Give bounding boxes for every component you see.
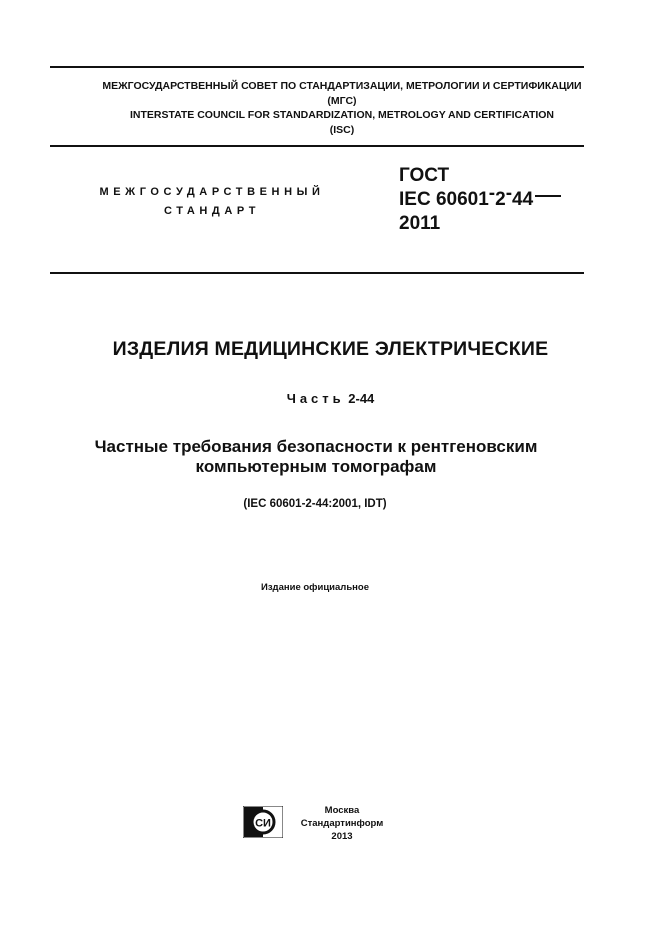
header-rule — [50, 145, 584, 147]
gost-year-dash — [535, 195, 561, 197]
council-ru-line1: МЕЖГОСУДАРСТВЕННЫЙ СОВЕТ ПО СТАНДАРТИЗАЦИИ, МЕТРОЛОГИИ И СЕРТИФИКАЦИИ — [102, 80, 582, 92]
standard-type — [72, 183, 352, 221]
part-word: Часть — [286, 391, 345, 406]
gost-number-mid: 2 — [495, 189, 506, 210]
part-number: 2-44 — [348, 391, 375, 406]
gost-number-suffix: 44 — [512, 189, 534, 210]
gost-number-dash1: - — [488, 183, 496, 204]
logo-text: СИ — [255, 817, 271, 830]
part-heading — [0, 391, 661, 406]
imprint-city: Москва — [324, 805, 360, 816]
imprint — [292, 804, 392, 843]
gost-number — [399, 183, 561, 212]
document-title: ИЗДЕЛИЯ МЕДИЦИНСКИЕ ЭЛЕКТРИЧЕСКИЕ — [112, 338, 549, 360]
gost-number-dash2: - — [505, 183, 513, 204]
standard-type-line1: МЕЖГОСУДАРСТВЕННЫЙ — [99, 186, 325, 198]
gost-designation — [399, 164, 561, 236]
gost-label: ГОСТ — [399, 165, 450, 186]
gost-year: 2011 — [399, 213, 441, 234]
imprint-year: 2013 — [331, 831, 353, 842]
council-en — [50, 108, 634, 138]
edition-note: Издание официальное — [261, 582, 369, 593]
standartinform-logo-icon — [243, 806, 283, 838]
standard-type-line2: СТАНДАРТ — [163, 205, 261, 217]
council-en-line1: INTERSTATE COUNCIL FOR STANDARDIZATION, METROLOGY AND CERTIFICATION — [129, 109, 555, 121]
council-ru-line2: (МГС) — [327, 95, 357, 107]
subtitle-line1: Частные требования безопасности к рентгеновским — [94, 437, 538, 456]
subtitle-line2: компьютерным томографам — [195, 457, 437, 476]
section-rule — [50, 272, 584, 274]
council-en-line2: (ISC) — [329, 124, 355, 136]
top-rule — [50, 66, 584, 68]
gost-number-prefix: IEC 60601 — [399, 189, 489, 210]
council-ru — [50, 79, 634, 109]
iec-reference: (IEC 60601-2-44:2001, IDT) — [243, 498, 387, 510]
document-subtitle — [0, 437, 632, 477]
imprint-publisher: Стандартинформ — [300, 818, 384, 829]
